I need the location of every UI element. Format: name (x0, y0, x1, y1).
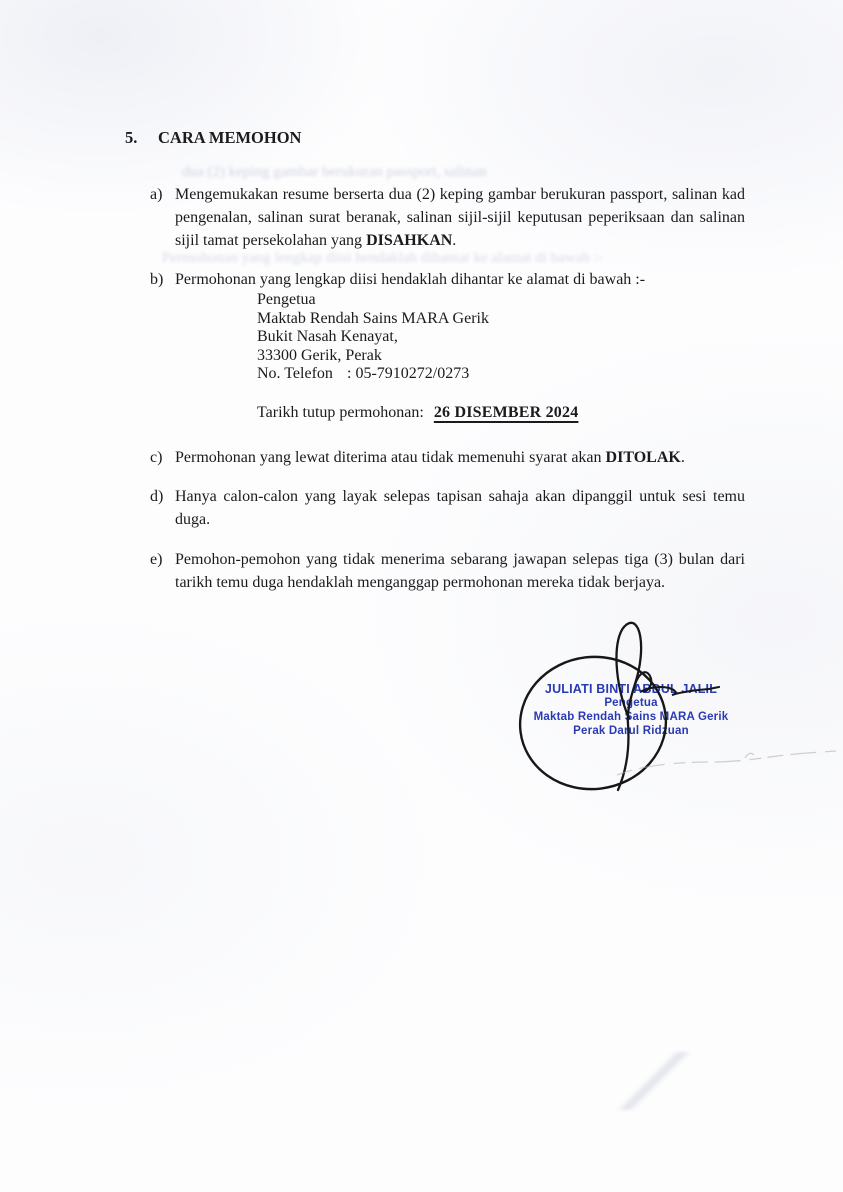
item-text-run: Hanya calon-calon yang layak selepas tapisan sahaja akan dipanggil untuk sesi temu duga. (175, 487, 745, 528)
item-text-bold: DISAHKAN (366, 232, 453, 249)
deadline-label: Tarikh tutup permohonan: (257, 403, 424, 421)
bleedthrough-ghost-line: dua (2) keping gambar berukuran passport, salinan (182, 164, 487, 180)
item-label: c) (150, 448, 163, 466)
stamp-state: Perak Darul Ridzuan (573, 725, 689, 737)
item-text (175, 183, 745, 252)
address-block (257, 291, 745, 384)
list-item-a (125, 183, 745, 252)
list-item-d (125, 485, 745, 531)
section-heading (125, 126, 745, 149)
official-stamp (525, 682, 737, 738)
section-title: CARA MEMOHON (158, 128, 302, 147)
scan-smudge (618, 1052, 690, 1110)
item-label: e) (150, 550, 163, 568)
item-text-run: . (452, 232, 457, 249)
item-text-run: Mengemukakan resume berserta dua (2) keping gambar berukuran passport, salinan kad pengenalan, salinan surat beranak, salinan sijil-sijil keputusan peperiksaan dan salinan sijil tamat persekolahan yang (175, 186, 745, 249)
item-text-run: . (680, 448, 685, 466)
item-label: d) (150, 487, 164, 505)
list-item-b (125, 268, 745, 291)
address-line-city: 33300 Gerik, Perak (257, 346, 382, 364)
item-text (175, 485, 745, 531)
item-label: b) (150, 271, 164, 288)
item-text-run: Pemohon-pemohon yang tidak menerima sebarang jawapan selepas tiga (3) bulan dari tarikh temu duga hendaklah menganggap permohonan mereka tidak berjaya. (175, 550, 745, 591)
deadline-date: 26 DISEMBER 2024 (433, 403, 579, 421)
bleedthrough-tick (745, 753, 754, 758)
section-number: 5. (125, 128, 138, 147)
item-text-bold: DITOLAK (605, 448, 681, 466)
stamp-name: JULIATI BINTI ABDUL JALIL (544, 682, 718, 696)
address-line-street: Bukit Nasah Kenayat, (257, 328, 398, 345)
address-line-phone (257, 365, 745, 384)
item-text (175, 446, 745, 469)
address-line-institution: Maktab Rendah Sains MARA Gerik (257, 309, 489, 327)
signature-block (495, 612, 840, 797)
stamp-title: Pengetua (604, 697, 658, 709)
bleedthrough-squiggle (617, 751, 836, 775)
item-label: a) (150, 186, 163, 203)
item-text-run: Permohonan yang lengkap diisi hendaklah dihantar ke alamat di bawah :- (175, 271, 646, 288)
address-line-recipient: Pengetua (257, 291, 316, 308)
item-text (175, 548, 745, 594)
phone-label: No. Telefon (257, 365, 333, 382)
item-text-run: Permohonan yang lewat diterima atau tidak memenuhi syarat akan (175, 448, 606, 466)
deadline-row (257, 401, 745, 424)
list-item-c (125, 446, 745, 469)
list-item-e (125, 548, 745, 594)
phone-value: : 05-7910272/0273 (347, 365, 470, 382)
item-text (175, 268, 745, 291)
bleedthrough-ghost-line: Permohonan yang lengkap diisi hendaklah dihantar ke alamat di bawah :- (162, 250, 603, 266)
stamp-org: Maktab Rendah Sains MARA Gerik (533, 711, 729, 723)
letter-body (0, 0, 843, 594)
